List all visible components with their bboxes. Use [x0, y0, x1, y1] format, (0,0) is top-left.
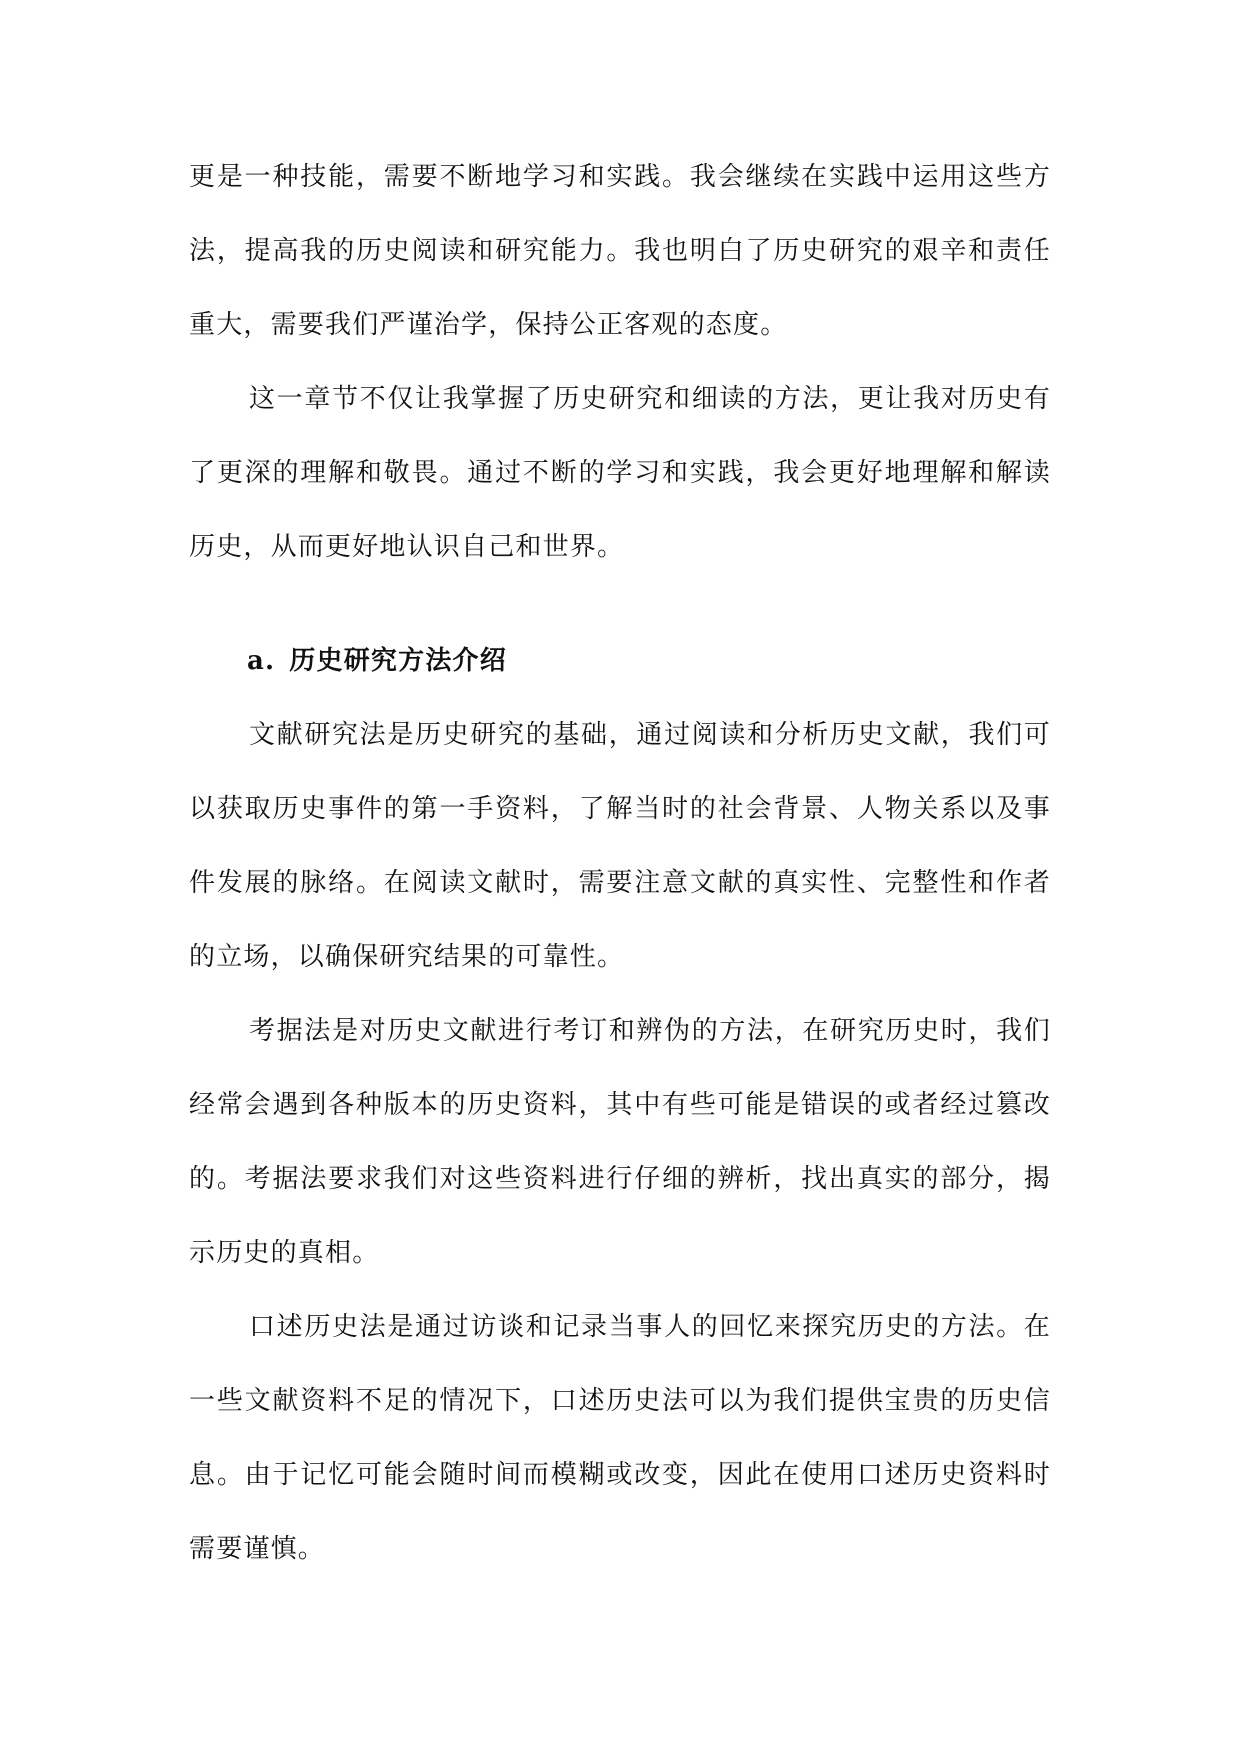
section-heading	[189, 624, 1051, 698]
paragraph-literature-method: 文献研究法是历史研究的基础，通过阅读和分析历史文献，我们可以获取历史事件的第一手资料，了解当时的社会背景、人物关系以及事件发展的脉络。在阅读文献时，需要注意文献的真实性、完整性和作者的立场，以确保研究结果的可靠性。	[189, 720, 1051, 972]
paragraph-chapter-summary: 这一章节不仅让我掌握了历史研究和细读的方法，更让我对历史有了更深的理解和敬畏。通过不断的学习和实践，我会更好地理解和解读历史，从而更好地认识自己和世界。	[189, 384, 1051, 562]
document-body	[189, 140, 1051, 1586]
paragraph-continued: 更是一种技能，需要不断地学习和实践。我会继续在实践中运用这些方法，提高我的历史阅读和研究能力。我也明白了历史研究的艰辛和责任重大，需要我们严谨治学，保持公正客观的态度。	[189, 162, 1051, 340]
section-marker: a.	[247, 646, 276, 676]
paragraph-textual-criticism-method: 考据法是对历史文献进行考订和辨伪的方法，在研究历史时，我们经常会遇到各种版本的历史资料，其中有些可能是错误的或者经过篡改的。考据法要求我们对这些资料进行仔细的辨析，找出真实的部分，揭示历史的真相。	[189, 1016, 1051, 1268]
section-title: 历史研究方法介绍	[289, 646, 507, 676]
paragraph-oral-history-method: 口述历史法是通过访谈和记录当事人的回忆来探究历史的方法。在一些文献资料不足的情况下，口述历史法可以为我们提供宝贵的历史信息。由于记忆可能会随时间而模糊或改变，因此在使用口述历史资料时需要谨慎。	[189, 1312, 1051, 1564]
